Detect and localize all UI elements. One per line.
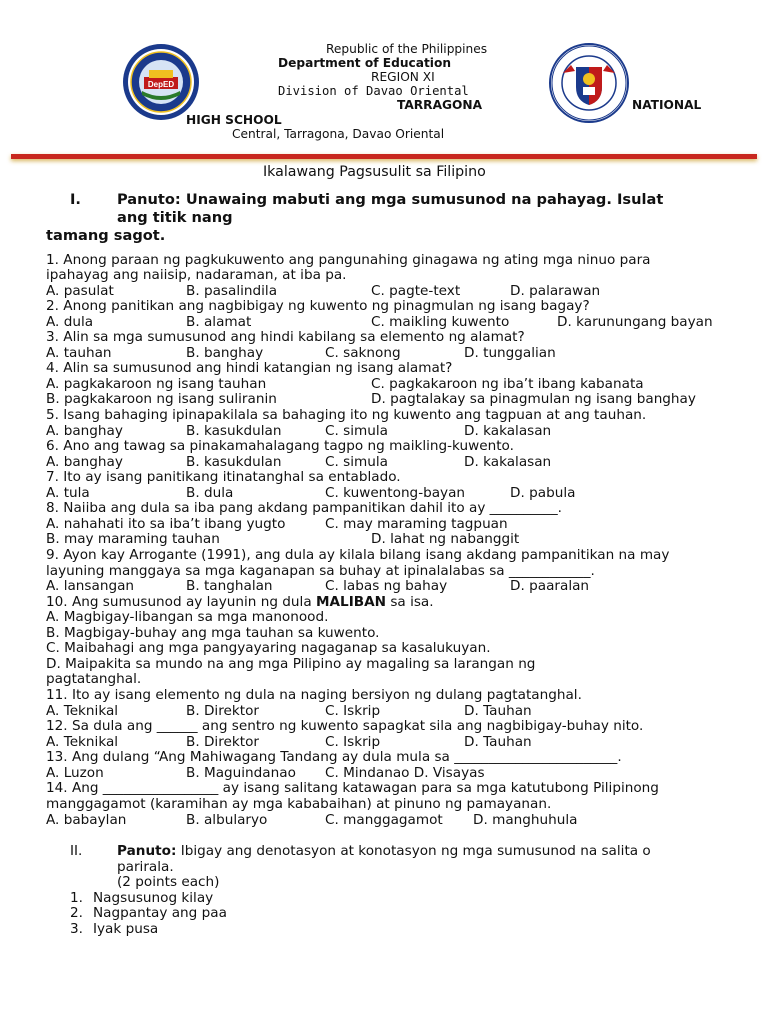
question-5: 5. Isang bahaging ipinapakilala sa bahaging ito ng kuwento ang tagpuan at ang tauhan. [46,407,647,423]
q1-choice-c: C. pagte-text [371,283,461,299]
q11-choice-c: C. Iskrip [325,703,381,719]
part2-item-3-number: 3. [70,921,83,937]
question-10-text-end: sa isa. [386,594,434,610]
part2-item-1: Nagsusunog kilay [93,890,214,906]
q14-choice-b: B. albularyo [186,812,268,828]
question-13: 13. Ang dulang “Ang Mahiwagang Tandang ay dula mula sa ________________________. [46,749,622,765]
q1-choice-a: A. pasulat [46,283,114,299]
exam-title: Ikalawang Pagsusulit sa Filipino [263,164,486,180]
question-1: 1. Anong paraan ng pagkukuwento ang pangunahing ginagawa ng ating mga ninuo para [46,252,651,268]
q5-choice-c: C. simula [325,423,388,439]
question-8: 8. Naiiba ang dula sa iba pang akdang pampanitikan dahil ito ay __________. [46,500,562,516]
address-line: Central, Tarragona, Davao Oriental [232,127,445,141]
q7-choice-b: B. dula [186,485,234,501]
q12-choice-c: C. Iskrip [325,734,381,750]
q8-choice-b: B. may maraming tauhan [46,531,220,547]
part2-instruction-line2: parirala. [117,859,174,875]
part2-instruction-text: Ibigay ang denotasyon at konotasyon ng mga sumusunod na salita o [176,843,651,859]
part1-instruction-line3: tamang sagot. [46,227,166,244]
part2-item-2-number: 2. [70,905,83,921]
q14-choice-c: C. manggagamot [325,812,443,828]
question-11: 11. Ito ay isang elemento ng dula na naging bersiyon ng dulang pagtatanghal. [46,687,582,703]
q13-choice-c-d: C. Mindanao D. Visayas [325,765,485,781]
question-6: 6. Ano ang tawag sa pinakamahalagang tagpo ng maikling-kuwento. [46,438,514,454]
q8-choice-c: C. may maraming tagpuan [325,516,508,532]
q11-choice-a: A. Teknikal [46,703,119,719]
part2-label: Panuto: [117,843,177,859]
school-seal-logo [122,43,200,121]
school-name-part3: HIGH SCHOOL [186,113,282,127]
question-14-cont: manggagamot (karamihan ay mga kababaihan) at pinuno ng pamayanan. [46,796,552,812]
q5-choice-a: A. banghay [46,423,123,439]
question-2: 2. Anong panitikan ang nagbibigay ng kuwento ng pinagmulan ng isang bagay? [46,298,590,314]
q12-choice-b: B. Direktor [186,734,259,750]
q2-choice-b: B. alamat [186,314,252,330]
q5-choice-b: B. kasukdulan [186,423,282,439]
q4-choice-d: D. pagtalakay sa pinagmulan ng isang banghay [371,391,696,407]
part1-instruction-line1: Panuto: Unawaing mabuti ang mga sumusunod na pahayag. Isulat [117,191,664,208]
q3-choice-d: D. tunggalian [464,345,556,361]
deped-seal-logo [549,43,629,123]
part1-numeral: I. [70,191,81,208]
svg-text:DepED: DepED [147,80,175,89]
q9-choice-d: D. paaralan [510,578,590,594]
q7-choice-a: A. tula [46,485,90,501]
school-name-part2: NATIONAL [632,98,702,112]
q10-choice-d-cont: pagtatanghal. [46,671,142,687]
q14-choice-a: A. babaylan [46,812,127,828]
q4-choice-a: A. pagkakaroon ng isang tauhan [46,376,267,392]
q8-choice-a: A. nahahati ito sa iba’t ibang yugto [46,516,286,532]
q7-choice-d: D. pabula [510,485,576,501]
q13-choice-a: A. Luzon [46,765,104,781]
header-divider [11,154,757,159]
department-line: Department of Education [278,56,452,70]
q6-choice-c: C. simula [325,454,388,470]
q10-choice-c: C. Maibahagi ang mga pangyayaring nagaganap sa kasalukuyan. [46,640,491,656]
question-3: 3. Alin sa mga sumusunod ang hindi kabilang sa elemento ng alamat? [46,329,525,345]
q11-choice-b: B. Direktor [186,703,259,719]
part2-numeral: II. [70,843,83,859]
q10-choice-d: D. Maipakita sa mundo na ang mga Pilipino ay magaling sa larangan ng [46,656,536,672]
part2-item-3: Iyak pusa [93,921,159,937]
q11-choice-d: D. Tauhan [464,703,532,719]
q1-choice-b: B. pasalindila [186,283,278,299]
part2-instruction-line1 [117,844,651,860]
q8-choice-d: D. lahat ng nabanggit [371,531,520,547]
q13-choice-b: B. Maguindanao [186,765,296,781]
part1-instruction-line2: ang titik nang [117,209,233,226]
q2-choice-a: A. dula [46,314,94,330]
part2-item-1-number: 1. [70,890,83,906]
q3-choice-b: B. banghay [186,345,264,361]
q9-choice-c: C. labas ng bahay [325,578,448,594]
question-7: 7. Ito ay isang panitikang itinatanghal sa entablado. [46,469,401,485]
q1-choice-d: D. palarawan [510,283,601,299]
q7-choice-c: C. kuwentong-bayan [325,485,466,501]
q10-choice-b: B. Magbigay-buhay ang mga tauhan sa kuwento. [46,625,380,641]
question-10-emphasis: MALIBAN [315,594,387,610]
q6-choice-b: B. kasukdulan [186,454,282,470]
q12-choice-d: D. Tauhan [464,734,532,750]
q2-choice-c: C. maikling kuwento [371,314,510,330]
q9-choice-a: A. lansangan [46,578,135,594]
q4-choice-b: B. pagkakaroon ng isang suliranin [46,391,277,407]
question-14: 14. Ang _________________ ay isang salitang katawagan para sa mga katutubong Pilipinong [46,780,659,796]
question-9: 9. Ayon kay Arrogante (1991), ang dula ay kilala bilang isang akdang pampanitikan na may [46,547,670,563]
q9-choice-b: B. tanghalan [186,578,273,594]
q4-choice-c: C. pagkakaroon ng iba’t ibang kabanata [371,376,644,392]
q3-choice-c: C. saknong [325,345,401,361]
q10-choice-a: A. Magbigay-libangan sa mga manonood. [46,609,329,625]
part2-points-note: (2 points each) [117,874,220,890]
part2-item-2: Nagpantay ang paa [93,905,227,921]
q5-choice-d: D. kakalasan [464,423,552,439]
question-10-text-start: 10. Ang sumusunod ay layunin ng dula [46,594,316,610]
q12-choice-a: A. Teknikal [46,734,119,750]
q6-choice-d: D. kakalasan [464,454,552,470]
division-line: Division of Davao Oriental [278,84,469,98]
republic-line: Republic of the Philippines [326,42,488,56]
question-12: 12. Sa dula ang ______ ang sentro ng kuwento sapagkat sila ang nagbibigay-buhay nito. [46,718,644,734]
question-4: 4. Alin sa sumusunod ang hindi katangian ng isang alamat? [46,360,453,376]
q2-choice-d: D. karunungang bayan [557,314,713,330]
school-name-part1: TARRAGONA [397,98,482,112]
q3-choice-a: A. tauhan [46,345,112,361]
q14-choice-d: D. manghuhula [473,812,578,828]
region-line: REGION XI [371,70,435,84]
question-9-cont: layuning manggaya sa mga kaganapan sa buhay at ipinalalabas sa ____________. [46,563,595,579]
question-1-cont: ipahayag ang naiisip, nadaraman, at iba pa. [46,267,347,283]
q6-choice-a: A. banghay [46,454,123,470]
